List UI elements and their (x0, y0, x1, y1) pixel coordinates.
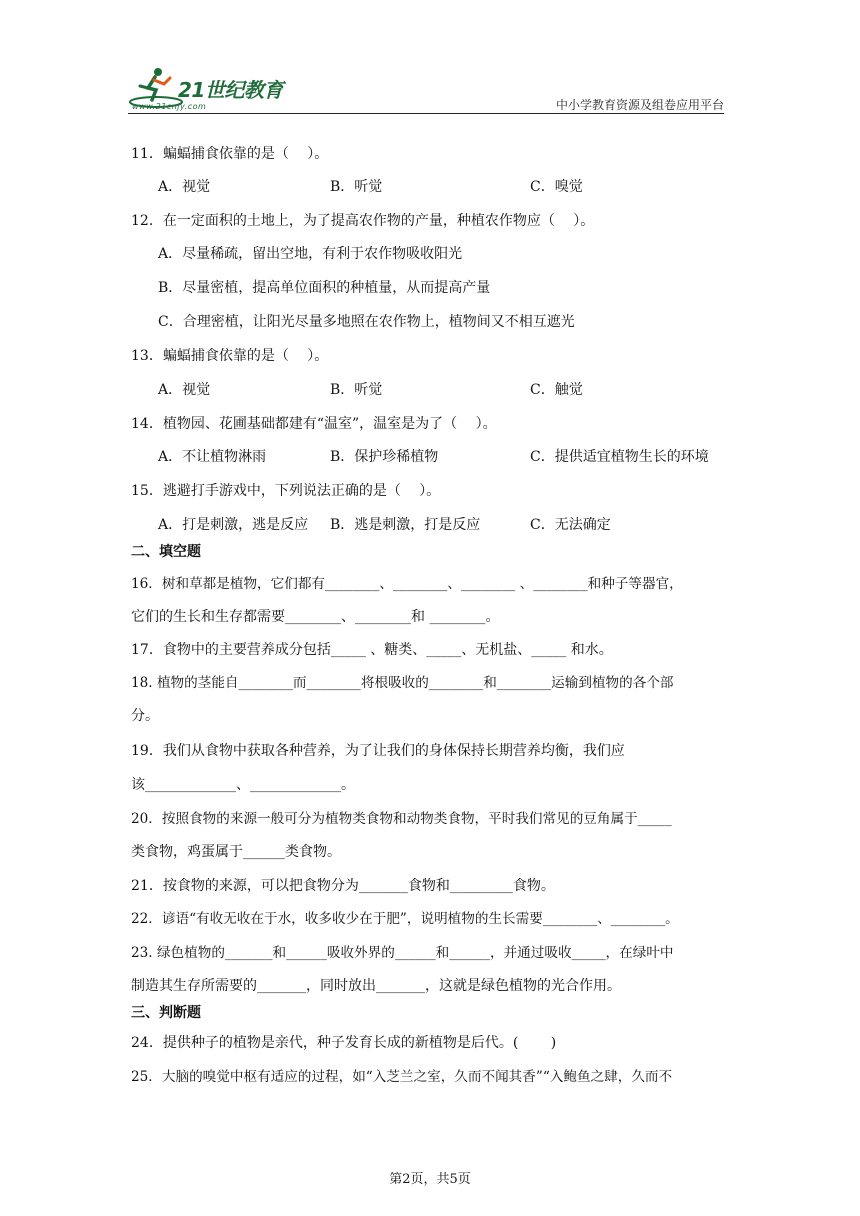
logo-url: www.21cnjy.com (132, 102, 207, 111)
q11-option-a: A．视觉 (158, 179, 211, 195)
q14-option-c: C．提供适宜植物生长的环境 (530, 449, 709, 465)
question-13: 13．蝙蝠捕食依靠的是（ ）。 (131, 348, 329, 364)
q15-option-b: B．逃是刺激，打是反应 (330, 517, 481, 533)
q12-option-a: A．尽量稀疏，留出空地，有利于农作物吸收阳光 (158, 246, 463, 262)
q11-option-b: B．听觉 (330, 179, 383, 195)
question-18-line1: 18. 植物的茎能自________而________将根吸收的________和________运输到植物的各个部 (131, 675, 674, 691)
question-14: 14．植物园、花圃基础都建有“温室”，温室是为了（ ）。 (131, 416, 497, 432)
q13-option-a: A．视觉 (158, 382, 211, 398)
question-19-line1: 19．我们从食物中获取各种营养，为了让我们的身体保持长期营养均衡，我们应 (131, 743, 625, 759)
q15-option-a: A．打是刺激，逃是反应 (158, 517, 309, 533)
q13-option-c: C．触觉 (530, 382, 583, 398)
question-20-line1: 20．按照食物的来源一般可分为植物类食物和动物类食物，平时我们常见的豆角属于_____ (131, 811, 672, 827)
logo (128, 62, 298, 114)
q14-option-a: A．不让植物淋雨 (158, 449, 267, 465)
question-16-line2: 它们的生长和生存都需要________、________和 ________。 (131, 609, 500, 625)
question-21: 21．按食物的来源，可以把食物分为_______食物和_________食物。 (131, 878, 555, 894)
header-divider (128, 113, 724, 114)
page-number: 第2页，共5页 (389, 1172, 471, 1187)
q14-option-b: B．保护珍稀植物 (330, 449, 439, 465)
question-25: 25．大脑的嗅觉中枢有适应的过程，如“入芝兰之室，久而不闻其香”“入鲍鱼之肆，久而不 (131, 1069, 673, 1085)
question-22: 22．谚语“有收无收在于水，收多收少在于肥”，说明植物的生长需要________、________。 (131, 911, 679, 927)
q11-option-c: C．嗅觉 (530, 179, 583, 195)
question-23-line1: 23. 绿色植物的_______和______吸收外界的______和______，并通过吸收_____，在绿叶中 (131, 945, 674, 961)
question-12: 12．在一定面积的土地上，为了提高农作物的产量，种植农作物应（ ）。 (131, 213, 595, 229)
question-15: 15．逃避打手游戏中，下列说法正确的是（ ）。 (131, 483, 441, 499)
question-16-line1: 16．树和草都是植物，它们都有________、________、________ 、________和种子等器官， (131, 576, 683, 592)
question-19-line2: 该_____________、_____________。 (131, 777, 355, 793)
logo-text: 21世纪教育 (178, 78, 283, 102)
q12-option-b: B．尽量密植，提高单位面积的种植量，从而提高产量 (158, 280, 491, 296)
question-23-line2: 制造其生存所需要的_______，同时放出_______，这就是绿色植物的光合作用。 (131, 978, 621, 994)
q13-option-b: B．听觉 (330, 382, 383, 398)
question-20-line2: 类食物，鸡蛋属于______类食物。 (131, 844, 341, 860)
question-17: 17．食物中的主要营养成分包括_____ 、糖类、_____、无机盐、_____ 和水。 (131, 642, 613, 658)
q12-option-c: C．合理密植，让阳光尽量多地照在农作物上，植物间又不相互遮光 (158, 314, 575, 330)
q15-option-c: C．无法确定 (530, 517, 611, 533)
platform-name: 中小学教育资源及组卷应用平台 (555, 98, 724, 112)
question-24: 24．提供种子的植物是亲代，种子发育长成的新植物是后代。( ) (131, 1035, 557, 1051)
page-header (128, 62, 724, 114)
section-fill-in: 二、填空题 (131, 544, 201, 560)
question-18-line2: 分。 (131, 708, 159, 724)
question-11: 11．蝙蝠捕食依靠的是（ ）。 (131, 146, 329, 162)
section-true-false: 三、判断题 (131, 1005, 201, 1021)
